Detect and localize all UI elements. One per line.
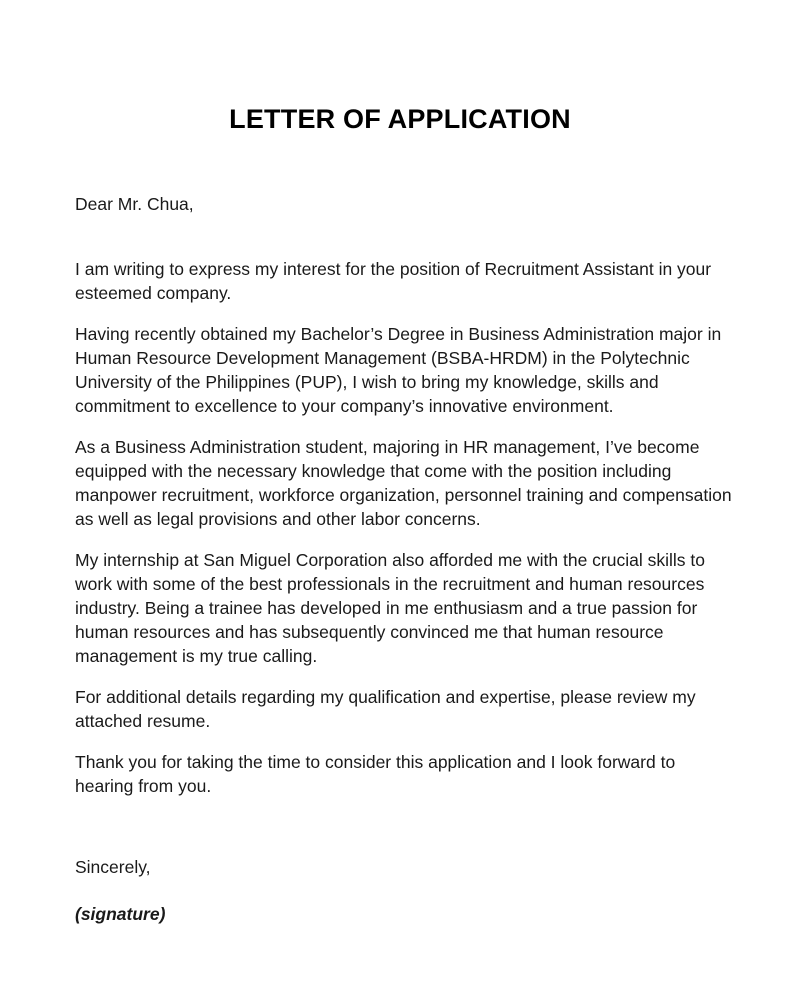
- letter-body: [75, 257, 735, 815]
- paragraph-resume: For additional details regarding my qualification and expertise, please review my attached resume.: [75, 687, 696, 731]
- paragraph-knowledge: As a Business Administration student, majoring in HR management, I’ve become equipped with the necessary knowledge that come with the position including manpower recruitment, workforce organization, personnel training and compensation as well as legal provisions and other labor concerns.: [75, 437, 732, 529]
- closing: Sincerely,: [75, 857, 151, 877]
- paragraph-education: Having recently obtained my Bachelor’s Degree in Business Administration major in Human Resource Development Management (BSBA-HRDM) in the Polytechnic University of the Philippines (PUP), I wish to bring my knowledge, skills and commitment to excellence to your company’s innovative environment.: [75, 324, 722, 416]
- letter-title: LETTER OF APPLICATION: [229, 104, 571, 134]
- paragraph-interest: I am writing to express my interest for the position of Recruitment Assistant in your esteemed company.: [75, 259, 712, 303]
- signature-placeholder: (signature): [75, 904, 166, 924]
- salutation: Dear Mr. Chua,: [75, 194, 194, 214]
- paragraph-thanks: Thank you for taking the time to consider this application and I look forward to hearing from you.: [75, 752, 676, 796]
- paragraph-internship: My internship at San Miguel Corporation also afforded me with the crucial skills to work with some of the best professionals in the recruitment and human resources industry. Being a trainee has developed in me enthusiasm and a true passion for human resources and has subsequently convinced me that human resource management is my true calling.: [75, 550, 705, 666]
